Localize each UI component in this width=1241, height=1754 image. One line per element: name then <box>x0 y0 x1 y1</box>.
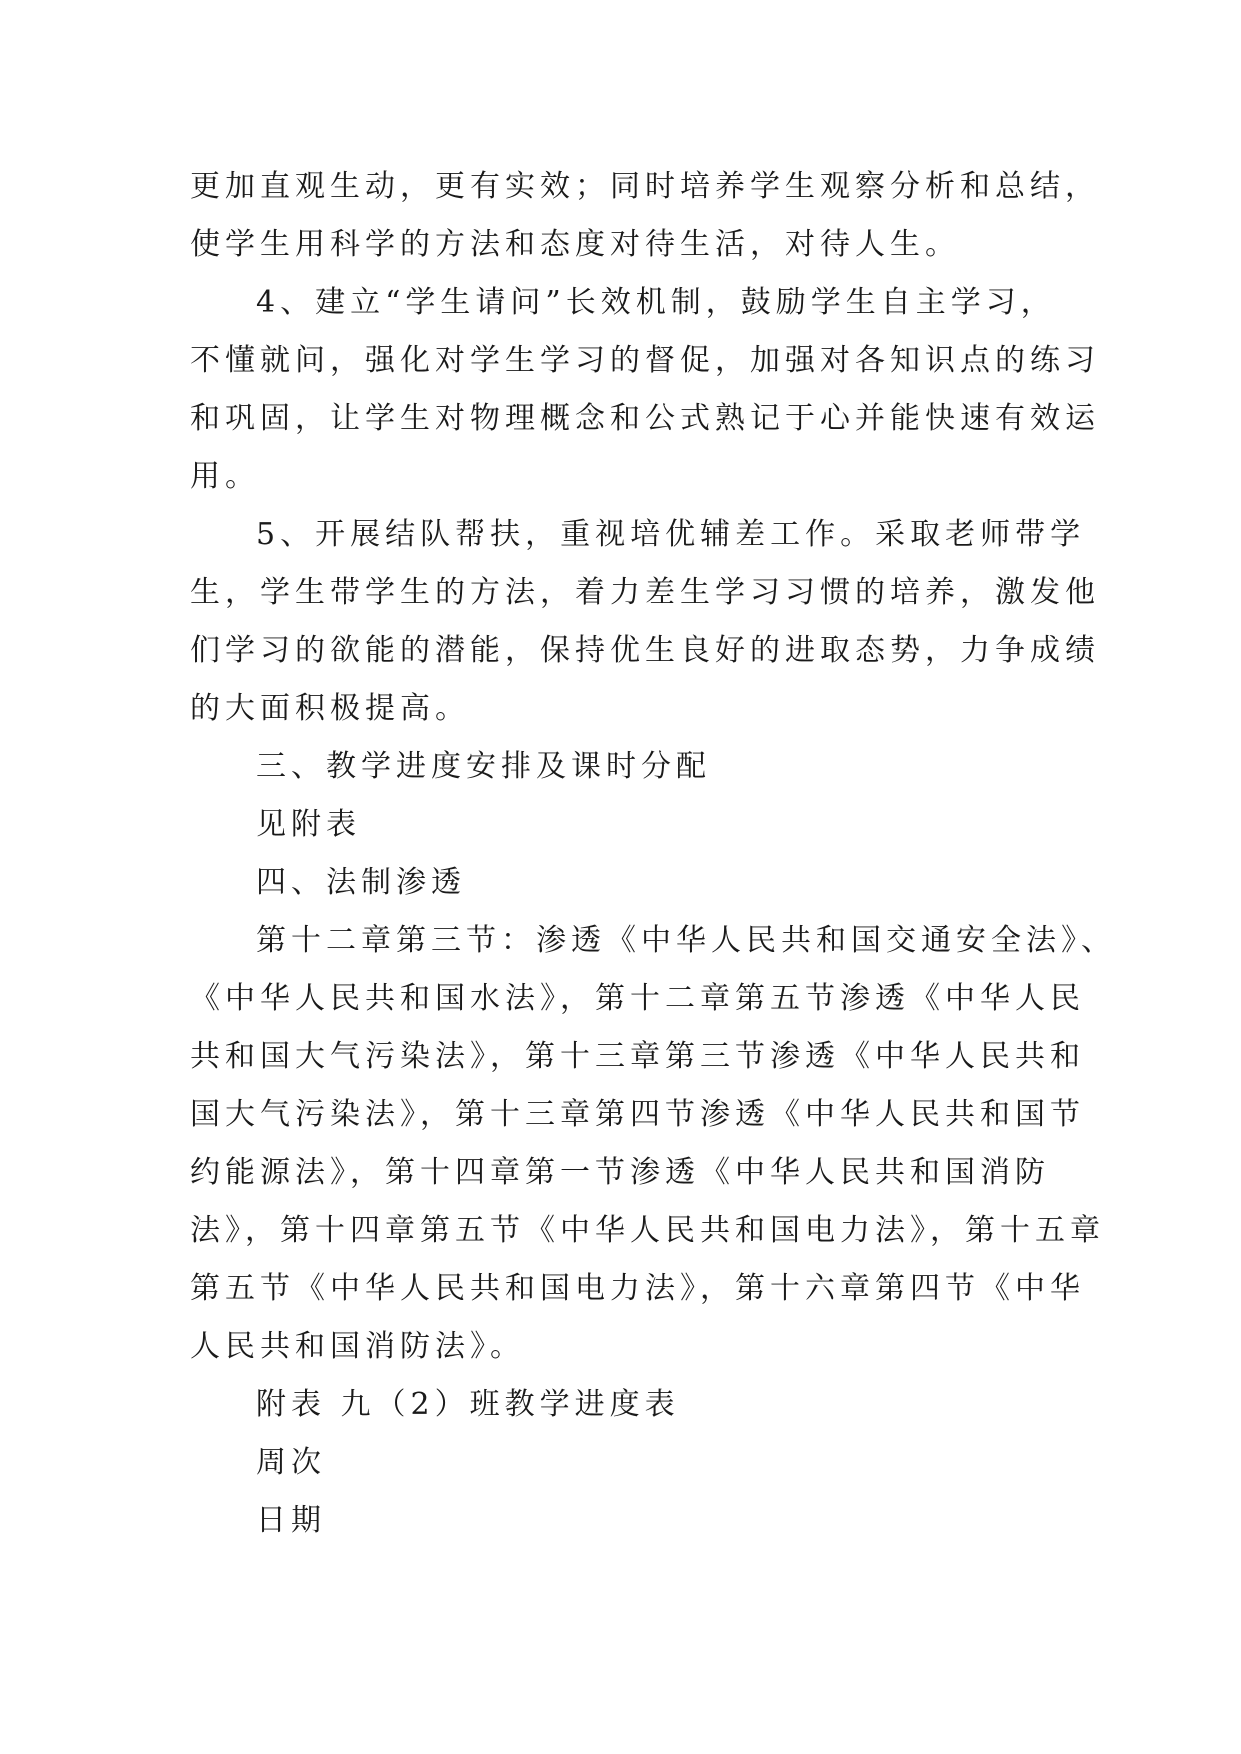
body-text-line: 《中华人民共和国水法》，第十二章第五节渗透《中华人民 <box>190 981 1085 1016</box>
body-text-line: 法》，第十四章第五节《中华人民共和国电力法》，第十五章 <box>190 1213 1105 1248</box>
body-text-line: 不懂就问，强化对学生学习的督促，加强对各知识点的练习 <box>190 343 1100 378</box>
body-text-line: 使学生用科学的方法和态度对待生活，对待人生。 <box>190 227 960 262</box>
body-text-line: 约能源法》，第十四章第一节渗透《中华人民共和国消防 <box>190 1155 1050 1190</box>
body-text-line: 和巩固，让学生对物理概念和公式熟记于心并能快速有效运 <box>190 401 1100 436</box>
body-text-line: 国大气污染法》，第十三章第四节渗透《中华人民共和国节 <box>190 1097 1085 1132</box>
body-text-line: 更加直观生动，更有实效；同时培养学生观察分析和总结， <box>190 169 1100 204</box>
paragraph-start-line: 5、开展结队帮扶，重视培优辅差工作。采取老师带学 <box>256 517 1086 552</box>
paragraph-start-line: 见附表 <box>256 807 361 842</box>
body-text-line: 第五节《中华人民共和国电力法》，第十六章第四节《中华 <box>190 1271 1085 1306</box>
body-text-line: 共和国大气污染法》，第十三章第三节渗透《中华人民共和 <box>190 1039 1085 1074</box>
section-heading: 三、教学进度安排及课时分配 <box>256 749 711 784</box>
body-text-line: 人民共和国消防法》。 <box>190 1329 525 1364</box>
table-header-week: 周次 <box>256 1445 326 1480</box>
body-text-line: 的大面积极提高。 <box>190 691 470 726</box>
section-heading: 四、法制渗透 <box>256 865 466 900</box>
paragraph-start-line: 第十二章第三节：渗透《中华人民共和国交通安全法》、 <box>256 923 1116 958</box>
table-caption: 附表 九（2）班教学进度表 <box>256 1387 680 1422</box>
body-text-line: 生，学生带学生的方法，着力差生学习习惯的培养，激发他 <box>190 575 1100 610</box>
body-text-line: 们学习的欲能的潜能，保持优生良好的进取态势，力争成绩 <box>190 633 1100 668</box>
table-header-date: 日期 <box>256 1503 326 1538</box>
body-text-line: 用。 <box>190 459 260 494</box>
paragraph-start-line: 4、建立“学生请问”长效机制，鼓励学生自主学习， <box>256 285 1056 320</box>
